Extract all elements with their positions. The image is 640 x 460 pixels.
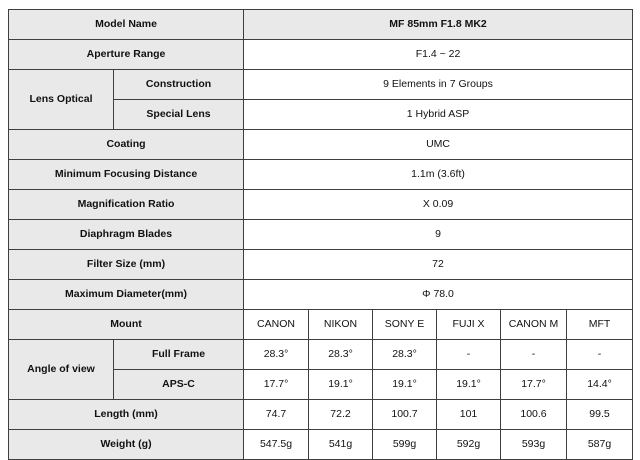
diaphragm-blades-label: Diaphragm Blades <box>9 220 244 250</box>
maximum-diameter-value: Φ 78.0 <box>244 280 633 310</box>
length-canon-m: 100.6 <box>501 400 567 430</box>
mount-canon-m: CANON M <box>501 310 567 340</box>
diaphragm-blades-value: 9 <box>244 220 633 250</box>
length-canon: 74.7 <box>244 400 309 430</box>
weight-sony-e: 599g <box>373 430 437 460</box>
table-row-diaphragm-blades <box>9 220 633 250</box>
table-row-construction <box>9 70 633 100</box>
table-row-length <box>9 400 633 430</box>
aps-c-sony-e: 19.1° <box>373 370 437 400</box>
full-frame-canon: 28.3° <box>244 340 309 370</box>
lens-optical-group-label: Lens Optical <box>9 70 114 130</box>
table-row-magnification-ratio <box>9 190 633 220</box>
construction-value: 9 Elements in 7 Groups <box>244 70 633 100</box>
filter-size-label: Filter Size (mm) <box>9 250 244 280</box>
aps-c-canon: 17.7° <box>244 370 309 400</box>
mount-nikon: NIKON <box>309 310 373 340</box>
coating-label: Coating <box>9 130 244 160</box>
length-mft: 99.5 <box>567 400 633 430</box>
aps-c-fuji-x: 19.1° <box>437 370 501 400</box>
length-fuji-x: 101 <box>437 400 501 430</box>
special-lens-label: Special Lens <box>114 100 244 130</box>
table-row-minimum-focusing-distance <box>9 160 633 190</box>
mount-sony-e: SONY E <box>373 310 437 340</box>
weight-mft: 587g <box>567 430 633 460</box>
length-label: Length (mm) <box>9 400 244 430</box>
angle-of-view-group-label: Angle of view <box>9 340 114 400</box>
maximum-diameter-label: Maximum Diameter(mm) <box>9 280 244 310</box>
full-frame-mft: - <box>567 340 633 370</box>
table-row-mount <box>9 310 633 340</box>
filter-size-value: 72 <box>244 250 633 280</box>
model-name-value: MF 85mm F1.8 MK2 <box>244 10 633 40</box>
mount-fuji-x: FUJI X <box>437 310 501 340</box>
special-lens-value: 1 Hybrid ASP <box>244 100 633 130</box>
aps-c-canon-m: 17.7° <box>501 370 567 400</box>
full-frame-canon-m: - <box>501 340 567 370</box>
mount-label: Mount <box>9 310 244 340</box>
aps-c-nikon: 19.1° <box>309 370 373 400</box>
construction-label: Construction <box>114 70 244 100</box>
magnification-ratio-value: X 0.09 <box>244 190 633 220</box>
table-row-aperture-range <box>9 40 633 70</box>
magnification-ratio-label: Magnification Ratio <box>9 190 244 220</box>
aps-c-mft: 14.4° <box>567 370 633 400</box>
weight-fuji-x: 592g <box>437 430 501 460</box>
minimum-focusing-distance-label: Minimum Focusing Distance <box>9 160 244 190</box>
table-row-model-name <box>9 10 633 40</box>
coating-value: UMC <box>244 130 633 160</box>
weight-canon-m: 593g <box>501 430 567 460</box>
length-nikon: 72.2 <box>309 400 373 430</box>
length-sony-e: 100.7 <box>373 400 437 430</box>
minimum-focusing-distance-value: 1.1m (3.6ft) <box>244 160 633 190</box>
full-frame-nikon: 28.3° <box>309 340 373 370</box>
weight-nikon: 541g <box>309 430 373 460</box>
table-row-filter-size <box>9 250 633 280</box>
lens-specification-table <box>8 9 633 460</box>
full-frame-label: Full Frame <box>114 340 244 370</box>
aperture-range-value: F1.4 ~ 22 <box>244 40 633 70</box>
aps-c-label: APS-C <box>114 370 244 400</box>
aperture-range-label: Aperture Range <box>9 40 244 70</box>
full-frame-sony-e: 28.3° <box>373 340 437 370</box>
weight-label: Weight (g) <box>9 430 244 460</box>
table-row-maximum-diameter <box>9 280 633 310</box>
weight-canon: 547.5g <box>244 430 309 460</box>
table-row-coating <box>9 130 633 160</box>
model-name-label: Model Name <box>9 10 244 40</box>
table-row-weight <box>9 430 633 460</box>
mount-mft: MFT <box>567 310 633 340</box>
full-frame-fuji-x: - <box>437 340 501 370</box>
mount-canon: CANON <box>244 310 309 340</box>
table-row-full-frame <box>9 340 633 370</box>
